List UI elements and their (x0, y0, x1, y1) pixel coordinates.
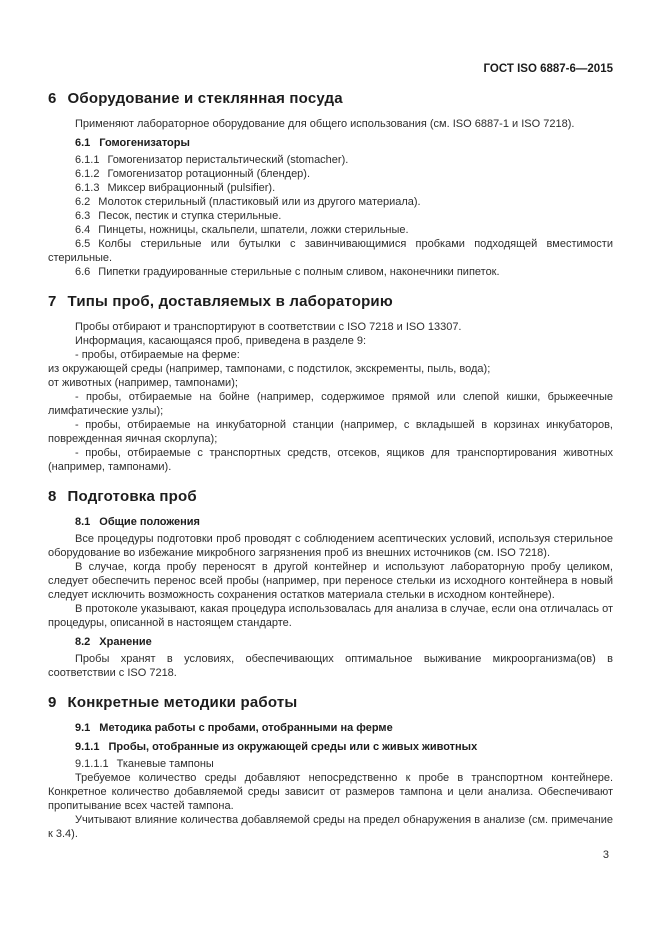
section-7-title: Типы проб, доставляемых в лабораторию (67, 293, 393, 310)
item-number: 6.2 (75, 196, 91, 208)
item-text: Песок, пестик и ступка стерильные. (98, 210, 282, 222)
list-item: из окружающей среды (например, тампонами, с подстилок, экскременты, пыль, вода); (48, 363, 491, 375)
item-text: Пинцеты, ножницы, скальпели, шпатели, ложки стерильные. (98, 224, 409, 236)
subsection-number: 9.1.1 (75, 741, 100, 753)
item-number: 6.1.2 (75, 168, 100, 180)
subsection-number: 8.1 (75, 516, 91, 528)
item-text: Пипетки градуированные стерильные с полным сливом, наконечники пипеток. (98, 266, 500, 278)
item-text: Гомогенизатор перистальтический (stomacher). (107, 154, 349, 166)
item-text: Колбы стерильные или бутылки с завинчивающимися пробками подходящей вместимости стерильные. (48, 238, 613, 264)
subsection-title: Общие положения (99, 516, 200, 528)
subsection-title: Методика работы с пробами, отобранными на ферме (99, 722, 393, 734)
section-9-number: 9 (48, 694, 57, 711)
subsection-number: 6.1 (75, 137, 91, 149)
paragraph: Учитывают влияние количества добавляемой среды на предел обнаружения в анализе (см. примечание к 3.4). (48, 814, 613, 840)
section-6-number: 6 (48, 90, 57, 107)
numbered-item (48, 153, 613, 167)
list-item: - пробы, отбираемые на бойне (например, содержимое прямой или слепой кишки, брыжеечные лимфатические узлы); (48, 391, 613, 417)
item-number: 6.5 (75, 238, 91, 250)
numbered-item (48, 223, 613, 237)
numbered-item (48, 167, 613, 181)
subsection-title: Гомогенизаторы (99, 137, 190, 149)
item-number: 6.1.3 (75, 182, 100, 194)
item-number: 6.4 (75, 224, 91, 236)
section-9-heading (48, 693, 613, 712)
subsection-number: 8.2 (75, 636, 91, 648)
subsection-heading-9-1-1 (48, 740, 613, 754)
item-number: 9.1.1.1 (75, 758, 109, 770)
section-8-heading (48, 487, 613, 506)
item-text: Гомогенизатор ротационный (блендер). (107, 168, 311, 180)
section-6-heading (48, 89, 613, 108)
list-item: - пробы, отбираемые с транспортных средств, отсеков, ящиков для транспортирования животных (например, тампонами). (48, 447, 613, 473)
paragraph: Все процедуры подготовки проб проводят с соблюдением асептических условий, используя стерильное оборудование во избежание микробного загрязнения проб из внешних источников (см. ISO 7218). (48, 533, 613, 559)
subsection-title: Хранение (99, 636, 152, 648)
section-8-title: Подготовка проб (67, 488, 197, 505)
paragraph: Информация, касающаяся проб, приведена в разделе 9: (75, 335, 367, 347)
list-item: от животных (например, тампонами); (48, 377, 238, 389)
numbered-item (48, 757, 613, 771)
subsection-heading-8-2 (48, 635, 613, 649)
list-item: - пробы, отбираемые на ферме: (75, 349, 240, 361)
section-7-heading (48, 292, 613, 311)
item-number: 6.3 (75, 210, 91, 222)
numbered-item (48, 195, 613, 209)
numbered-item (48, 265, 613, 279)
paragraph: Применяют лабораторное оборудование для общего использования (см. ISO 6887-1 и ISO 7218). (75, 118, 575, 130)
numbered-item (48, 237, 613, 265)
item-text: Миксер вибрационный (pulsifier). (107, 182, 276, 194)
paragraph: В случае, когда пробу переносят в другой контейнер и используют лабораторную пробу целиком, следует обеспечить перенос всей пробы (например, при переносе стельки из исходного контейнера в новый следует исключить возможность сохранения остатков материала стельки в исходном контейнере). (48, 561, 613, 601)
section-8-number: 8 (48, 488, 57, 505)
subsection-heading-9-1 (48, 721, 613, 735)
item-text: Тканевые тампоны (116, 758, 214, 770)
subsection-number: 9.1 (75, 722, 91, 734)
numbered-item (48, 181, 613, 195)
numbered-item (48, 209, 613, 223)
subsection-heading-8-1 (48, 515, 613, 529)
paragraph: Требуемое количество среды добавляют непосредственно к пробе в транспортном контейнере. Конкретное количество добавляемой среды зависит от размеров тампона и цели анализа. Обеспечивают пропитывание всех частей тампона. (48, 772, 613, 812)
subsection-heading-6-1 (48, 136, 613, 150)
subsection-title: Пробы, отобранные из окружающей среды или с живых животных (108, 741, 478, 753)
section-9-title: Конкретные методики работы (67, 694, 298, 711)
list-item: - пробы, отбираемые на инкубаторной станции (например, с вкладышей в корзинах инкубаторов, поврежденная яичная скорлупа); (48, 419, 613, 445)
item-text: Молоток стерильный (пластиковый или из другого материала). (98, 196, 421, 208)
paragraph: Пробы отбирают и транспортируют в соответствии с ISO 7218 и ISO 13307. (75, 321, 462, 333)
doc-number: ГОСТ ISO 6887-6—2015 (483, 63, 613, 75)
section-6-title: Оборудование и стеклянная посуда (67, 90, 343, 107)
page-number: 3 (602, 849, 609, 861)
paragraph: Пробы хранят в условиях, обеспечивающих оптимальное выживание микроорганизма(ов) в соответствии с ISO 7218. (48, 653, 613, 679)
item-number: 6.6 (75, 266, 91, 278)
item-number: 6.1.1 (75, 154, 100, 166)
paragraph: В протоколе указывают, какая процедура использовалась для анализа в случае, если она отличалась от процедуры, описанной в настоящем стандарте. (48, 603, 613, 629)
section-7-number: 7 (48, 293, 57, 310)
